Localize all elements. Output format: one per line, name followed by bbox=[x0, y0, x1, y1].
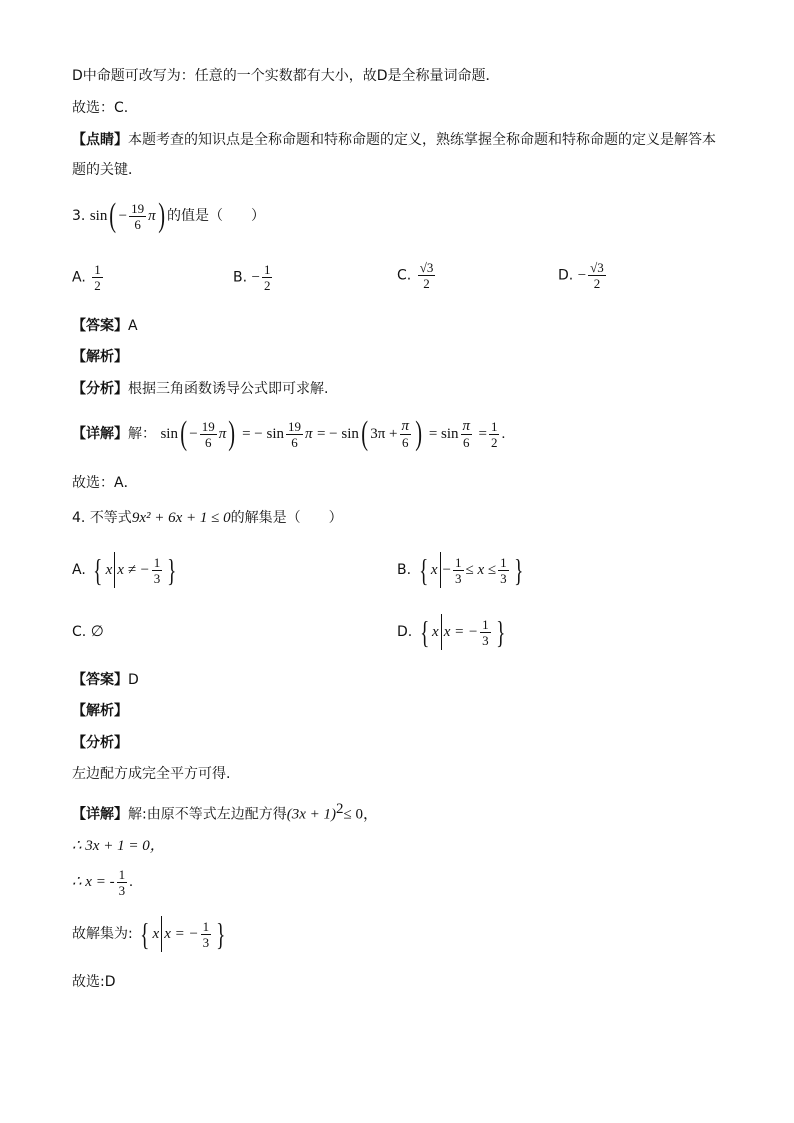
q4-option-a: A. { x x ≠ − $\frac{1}{3}$ } bbox=[72, 552, 177, 588]
q4-fenxi: 左边配方成完全平方可得. bbox=[72, 766, 231, 782]
q4-option-d: D. { x x = − $\frac{1}{3}$ } bbox=[397, 614, 505, 650]
q4-analysis-tag: 【解析】 bbox=[72, 703, 128, 719]
choose-c-text: 故选：C. bbox=[72, 100, 129, 116]
comment-tag: 【点睛】 bbox=[72, 132, 128, 148]
q4-option-c: C. ∅ bbox=[72, 624, 104, 640]
q3-answer: 【答案】A bbox=[72, 318, 138, 334]
q3-number: 3. bbox=[72, 208, 86, 224]
q3-fenxi: 【分析】根据三角函数诱导公式即可求解. bbox=[72, 381, 329, 397]
comment-text-2: 题的关键． bbox=[72, 162, 142, 178]
q4-option-b: B. { x − $\frac{1}{3}$ ≤ x ≤ $\frac{1}{3}$ } bbox=[397, 552, 523, 588]
d-note-text: D中命题可改写为：任意的一个实数都有大小，故D是全称量词命题． bbox=[72, 68, 500, 84]
q3-tail: 的值是（ ） bbox=[166, 208, 265, 224]
q3-lparen: ( bbox=[109, 197, 117, 234]
q4-step2: ∴ x = - $\frac{1}{3}$ . bbox=[72, 866, 133, 898]
q3-sin: sin bbox=[89, 208, 108, 224]
q4-detail: 【详解】解:由原不等式左边配方得$(3x + 1)^2\le 0$， bbox=[72, 801, 378, 823]
q4-inequality: 9x² + 6x + 1 ≤ 0 bbox=[131, 510, 231, 526]
q4-stem: 4. 不等式9x² + 6x + 1 ≤ 0的解集是（ ） bbox=[72, 510, 343, 526]
q4-fenxi-tag: 【分析】 bbox=[72, 735, 128, 751]
q4-choose: 故选:D bbox=[72, 974, 116, 990]
q3-option-b: B. − $\frac{1}{2}$ bbox=[233, 262, 271, 293]
q4-solution: 故解集为: { x x = − $\frac{1}{3}$ } bbox=[72, 916, 226, 952]
q4-answer: 【答案】D bbox=[72, 672, 139, 688]
q3-detail: 【详解】解： sin( − $\frac{19}{6}$ π) = − sin $\frac{19}{6}$ π = − sin( 3π + $\frac{\pi}{6}$ ) = sin $\frac{\pi}{6}$ = $\frac{1}{2}$ . bbox=[72, 415, 506, 452]
comment-text-1: 本题考查的知识点是全称命题和特称命题的定义，熟练掌握全称命题和特称命题的定义是解答本 bbox=[128, 132, 716, 148]
q3-option-d: D. − $\frac{√3}{2}$ bbox=[558, 260, 604, 291]
q3-choose: 故选：A． bbox=[72, 475, 138, 491]
q3-pi: π bbox=[148, 208, 156, 224]
comment-line-1 bbox=[72, 130, 716, 150]
q3-fraction: $\frac{19}{6}$ bbox=[131, 200, 145, 232]
q3-neg: − bbox=[118, 208, 128, 224]
q3-rparen: ) bbox=[157, 197, 165, 234]
q3-analysis-tag: 【解析】 bbox=[72, 349, 128, 365]
q4-step1: ∴ 3x + 1 = 0， bbox=[72, 838, 165, 854]
q3-option-a: A. $\frac{1}{2}$ bbox=[72, 262, 101, 293]
q3-stem bbox=[72, 198, 265, 234]
q3-option-c: C. $\frac{√3}{2}$ bbox=[397, 260, 434, 291]
